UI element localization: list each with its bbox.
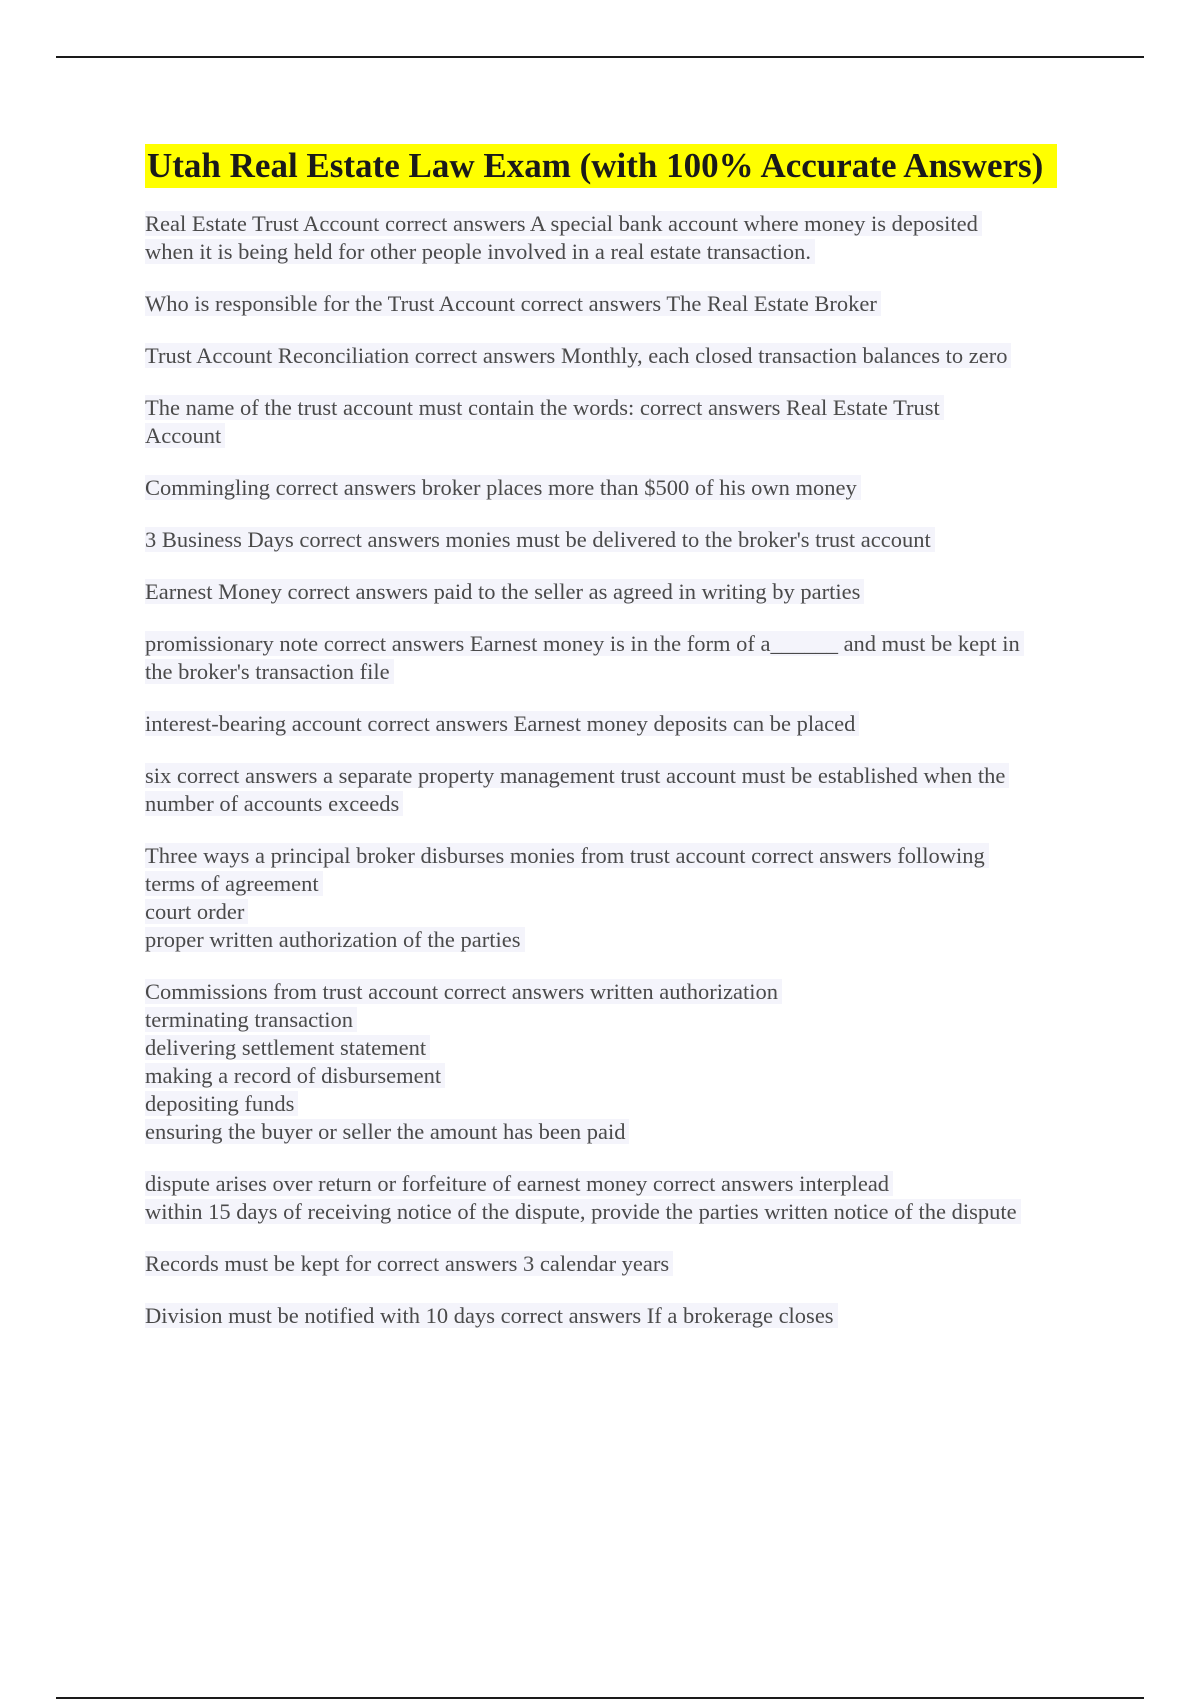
qa-line-text: Records must be kept for correct answers 3 calendar years bbox=[145, 1251, 673, 1276]
qa-line-text: dispute arises over return or forfeiture of earnest money correct answers interplead bbox=[145, 1171, 893, 1196]
qa-line bbox=[145, 1090, 1095, 1118]
qa-line-text: depositing funds bbox=[145, 1091, 298, 1116]
document-body bbox=[145, 144, 1095, 1354]
qa-entry bbox=[145, 578, 1095, 606]
qa-line bbox=[145, 342, 1095, 370]
qa-line-text: The name of the trust account must contain the words: correct answers Real Estate Trust bbox=[145, 395, 944, 420]
qa-line-text: Division must be notified with 10 days correct answers If a brokerage closes bbox=[145, 1303, 838, 1328]
qa-line bbox=[145, 210, 1095, 238]
qa-line bbox=[145, 630, 1095, 658]
qa-line-text: Earnest Money correct answers paid to the seller as agreed in writing by parties bbox=[145, 579, 864, 604]
qa-line-text: court order bbox=[145, 899, 248, 924]
qa-line bbox=[145, 526, 1095, 554]
qa-line bbox=[145, 394, 1095, 422]
qa-line bbox=[145, 1302, 1095, 1330]
qa-entry bbox=[145, 1250, 1095, 1278]
qa-line-text: Who is responsible for the Trust Account correct answers The Real Estate Broker bbox=[145, 291, 881, 316]
qa-line bbox=[145, 1198, 1095, 1226]
qa-entry bbox=[145, 842, 1095, 954]
qa-line bbox=[145, 422, 1095, 450]
qa-line bbox=[145, 578, 1095, 606]
qa-line bbox=[145, 870, 1095, 898]
qa-line bbox=[145, 1006, 1095, 1034]
qa-line-text: terminating transaction bbox=[145, 1007, 357, 1032]
qa-line-text: delivering settlement statement bbox=[145, 1035, 430, 1060]
qa-line bbox=[145, 474, 1095, 502]
qa-list bbox=[145, 210, 1095, 1330]
qa-entry bbox=[145, 762, 1095, 818]
qa-line-text: terms of agreement bbox=[145, 871, 323, 896]
qa-entry bbox=[145, 1170, 1095, 1226]
qa-line-text: within 15 days of receiving notice of the dispute, provide the parties written notice of the dispute bbox=[145, 1199, 1021, 1224]
qa-line-text: Trust Account Reconciliation correct answers Monthly, each closed transaction balances to zero bbox=[145, 343, 1011, 368]
qa-line-text: Commingling correct answers broker places more than $500 of his own money bbox=[145, 475, 861, 500]
qa-line bbox=[145, 710, 1095, 738]
qa-entry bbox=[145, 290, 1095, 318]
qa-line-text: 3 Business Days correct answers monies must be delivered to the broker's trust account bbox=[145, 527, 935, 552]
qa-line bbox=[145, 1170, 1095, 1198]
qa-entry bbox=[145, 474, 1095, 502]
qa-line-text: the broker's transaction file bbox=[145, 659, 394, 684]
qa-entry bbox=[145, 394, 1095, 450]
qa-line-text: interest-bearing account correct answers Earnest money deposits can be placed bbox=[145, 711, 859, 736]
qa-line bbox=[145, 1118, 1095, 1146]
qa-entry bbox=[145, 630, 1095, 686]
qa-entry bbox=[145, 210, 1095, 266]
qa-line-text: promissionary note correct answers Earnest money is in the form of a______ and must be kept in bbox=[145, 631, 1024, 656]
qa-line-text: proper written authorization of the parties bbox=[145, 927, 525, 952]
qa-line bbox=[145, 762, 1095, 790]
qa-line bbox=[145, 1034, 1095, 1062]
qa-line bbox=[145, 1250, 1095, 1278]
qa-line-text: Three ways a principal broker disburses monies from trust account correct answers following bbox=[145, 843, 989, 868]
qa-line bbox=[145, 290, 1095, 318]
qa-line bbox=[145, 898, 1095, 926]
qa-line-text: making a record of disbursement bbox=[145, 1063, 445, 1088]
qa-line bbox=[145, 842, 1095, 870]
qa-line bbox=[145, 238, 1095, 266]
qa-line bbox=[145, 658, 1095, 686]
qa-line-text: Account bbox=[145, 423, 225, 448]
qa-line-text: when it is being held for other people involved in a real estate transaction. bbox=[145, 239, 815, 264]
qa-entry bbox=[145, 526, 1095, 554]
document-title: Utah Real Estate Law Exam (with 100% Accurate Answers) bbox=[145, 144, 1057, 188]
qa-line bbox=[145, 790, 1095, 818]
qa-entry bbox=[145, 978, 1095, 1146]
qa-line-text: number of accounts exceeds bbox=[145, 791, 403, 816]
qa-line-text: Real Estate Trust Account correct answers A special bank account where money is deposited bbox=[145, 211, 982, 236]
bottom-rule bbox=[56, 1697, 1144, 1699]
top-rule bbox=[56, 56, 1144, 58]
qa-line-text: Commissions from trust account correct answers written authorization bbox=[145, 979, 782, 1004]
qa-line bbox=[145, 978, 1095, 1006]
qa-entry bbox=[145, 1302, 1095, 1330]
qa-entry bbox=[145, 710, 1095, 738]
qa-line-text: ensuring the buyer or seller the amount has been paid bbox=[145, 1119, 629, 1144]
qa-line-text: six correct answers a separate property management trust account must be established when the bbox=[145, 763, 1009, 788]
qa-entry bbox=[145, 342, 1095, 370]
qa-line bbox=[145, 1062, 1095, 1090]
qa-line bbox=[145, 926, 1095, 954]
